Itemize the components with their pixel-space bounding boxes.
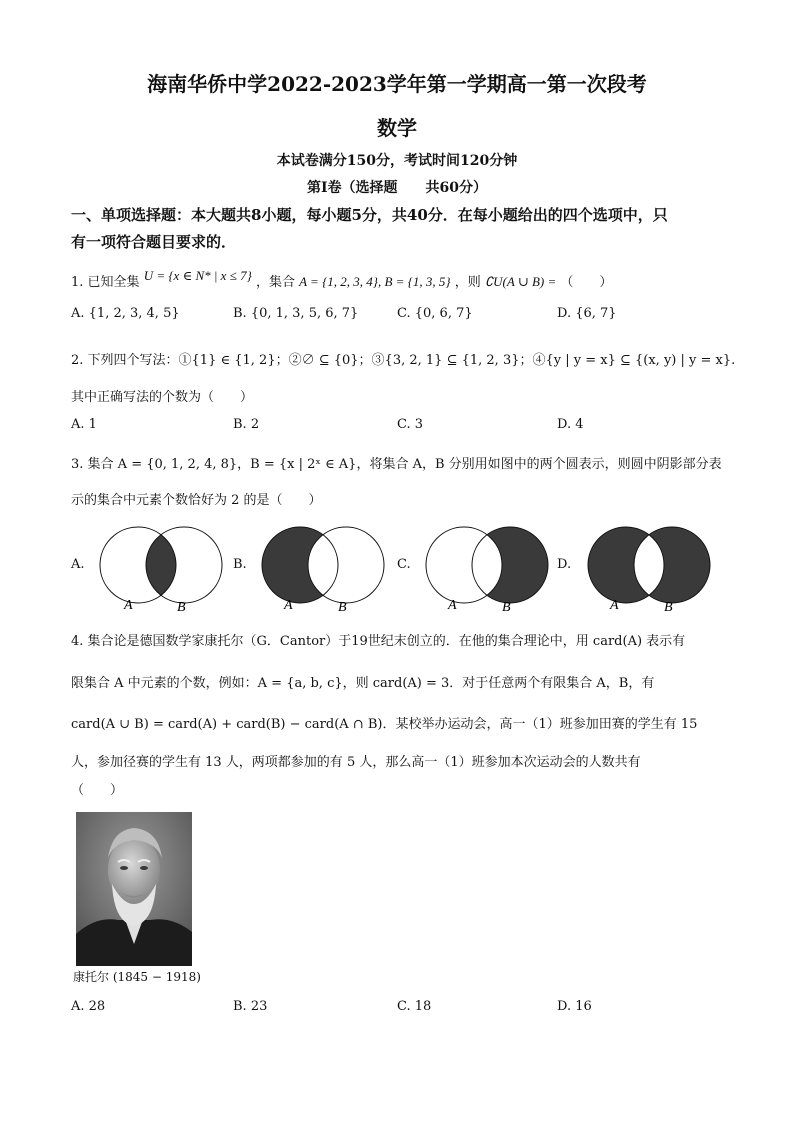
exam-title: 海南华侨中学2022-2023学年第一学期高一第一次段考 xyxy=(147,72,647,96)
venn-d-label-b: B xyxy=(664,600,673,615)
question-4-line4: 人，参加径赛的学生有 13 人，两项都参加的有 5 人，那么高一（1）班参加本次运动会的人数共有 xyxy=(71,755,641,770)
subject-title: 数学 xyxy=(377,116,417,140)
question-4-line1: 4. 集合论是德国数学家康托尔（G．Cantor）于19世纪末创立的．在他的集合理论中，用 card(A) 表示有 xyxy=(71,634,686,649)
exam-info: 本试卷满分150分，考试时间120分钟 xyxy=(276,153,518,169)
q1-blank: （ ） xyxy=(560,275,613,290)
question-4-line3: card(A ∪ B) = card(A) + card(B) − card(A ∩ B)．某校举办运动会，高一（1）班参加田赛的学生有 15 xyxy=(71,717,698,732)
question-3-line2: 示的集合中元素个数恰好为 2 的是（ ） xyxy=(71,493,322,508)
q2-option-a[interactable]: A. 1 xyxy=(71,417,97,432)
question-1 xyxy=(71,268,613,290)
q1-sets: A = {1, 2, 3, 4}, B = {1, 3, 5} xyxy=(299,274,451,289)
venn-c-label-b: B xyxy=(502,600,511,615)
q3-option-a[interactable]: A. xyxy=(71,557,85,572)
venn-diagram-a xyxy=(90,515,230,617)
question-4-line2: 限集合 A 中元素的个数，例如：A = {a, b, c}，则 card(A) = 3．对于任意两个有限集合 A，B，有 xyxy=(71,676,655,691)
venn-d-label-a: A xyxy=(610,598,619,613)
q2-option-d[interactable]: D. 4 xyxy=(557,417,584,432)
q1-option-d[interactable]: D. {6, 7} xyxy=(557,306,617,321)
cantor-portrait xyxy=(76,812,192,966)
q2-option-b[interactable]: B. 2 xyxy=(233,417,260,432)
venn-a-label-b: B xyxy=(177,600,186,615)
q1-mid: ，集合 xyxy=(255,275,295,290)
question-2-line1: 2. 下列四个写法：①{1} ∈ {1, 2}；②∅ ⊆ {0}；③{3, 2, 1} ⊆ {1, 2, 3}；④{y | y = x} ⊆ {(x, y) | y = x}. xyxy=(71,353,736,368)
q1-expr: ∁U(A ∪ B) = xyxy=(484,274,557,289)
q1-option-c[interactable]: C. {0, 6, 7} xyxy=(397,306,473,321)
q1-option-a[interactable]: A. {1, 2, 3, 4, 5} xyxy=(71,306,180,321)
section-heading-line1: 一、单项选择题：本大题共8小题，每小题5分，共40分．在每小题给出的四个选项中，只 xyxy=(71,206,668,224)
q4-option-c[interactable]: C. 18 xyxy=(397,999,432,1014)
venn-a-label-a: A xyxy=(124,598,133,613)
volume-title: 第Ⅰ卷（选择题 共60分） xyxy=(306,180,488,196)
venn-diagram-c xyxy=(416,515,556,617)
venn-diagram-b xyxy=(252,515,392,617)
venn-diagram-d xyxy=(578,515,718,617)
question-4-line5: （ ） xyxy=(71,783,124,798)
q4-option-d[interactable]: D. 16 xyxy=(557,999,592,1014)
q4-option-b[interactable]: B. 23 xyxy=(233,999,268,1014)
venn-b-label-b: B xyxy=(338,600,347,615)
venn-c-label-a: A xyxy=(448,598,457,613)
question-3-line1: 3. 集合 A = {0, 1, 2, 4, 8}，B = {x | 2ˣ ∈ A}，将集合 A，B 分别用如图中的两个圆表示，则圆中阴影部分表 xyxy=(71,457,722,472)
q1-universe: U = {x ∈ N* | x ≤ 7} xyxy=(143,268,252,283)
q4-option-a[interactable]: A. 28 xyxy=(71,999,106,1014)
q3-option-d[interactable]: D. xyxy=(557,557,572,572)
q3-option-b[interactable]: B. xyxy=(233,557,247,572)
venn-b-label-a: A xyxy=(284,598,293,613)
q1-option-b[interactable]: B. {0, 1, 3, 5, 6, 7} xyxy=(233,306,359,321)
question-2-line2: 其中正确写法的个数为（ ） xyxy=(71,390,254,405)
q1-ask: ，则 xyxy=(454,275,481,290)
q1-prefix: 1. 已知全集 xyxy=(71,275,140,290)
q3-option-c[interactable]: C. xyxy=(397,557,411,572)
section-heading-line2: 有一项符合题目要求的． xyxy=(71,233,237,251)
portrait-caption: 康托尔 (1845 − 1918) xyxy=(73,970,201,984)
q2-option-c[interactable]: C. 3 xyxy=(397,417,424,432)
